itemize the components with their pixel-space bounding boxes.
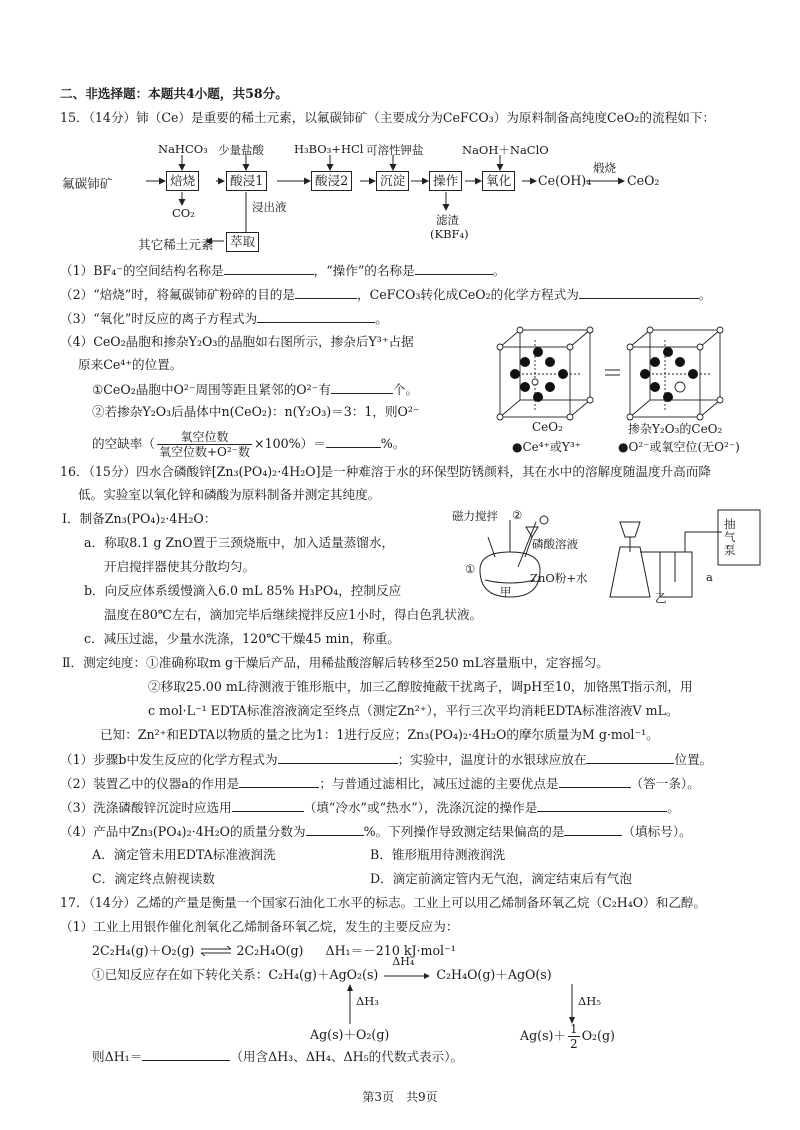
vacancy-fraction: $\frac{\text{氧空位数}}{\text{氧空位数+O²⁻数}}$ — [158, 430, 251, 459]
flow-byproduct-co2: CO₂ — [172, 206, 195, 220]
q16-step-b1: b．向反应体系缓慢滴入6.0 mL 85% H₃PO₄，控制反应 — [84, 583, 402, 598]
q16-option-c: C．滴定终点俯视读数 — [92, 871, 215, 886]
flow-start: 氟碳铈矿 — [62, 176, 113, 191]
q17-p1: （1）工业上用银作催化剂氧化乙烯制备环氧乙烷，发生的主要反应为： — [60, 919, 459, 934]
q16-step-c1: c．减压过滤，少量水洗涤，120℃干燥45 min，称重。 — [84, 631, 400, 646]
q16-step-a1: a．称取8.1 g ZnO置于三颈烧瓶中，加入适量蒸馏水， — [84, 535, 395, 550]
answer-blank — [142, 1048, 230, 1061]
q16-option-a: A．滴定管未用EDTA标准液润洗 — [92, 847, 276, 862]
label-a: a — [706, 570, 713, 584]
answer-blank — [564, 823, 622, 836]
label-jia: 甲 — [500, 585, 512, 599]
arrow-dh4: ΔH₄ — [382, 968, 432, 984]
label-magnetic-stirrer: 磁力搅拌 — [452, 509, 498, 523]
q15-p4a: （4）CeO₂晶胞和掺杂Y₂O₃的晶胞如右图所示，掺杂后Y³⁺占据 — [60, 334, 414, 349]
flow-step-extract: 萃取 — [226, 232, 259, 252]
q15-p4b: 原来Ce⁴⁺的位置。 — [78, 357, 183, 372]
q15-p4d: ②若掺杂Y₂O₃后晶体中n(CeO₂)：n(Y₂O₃)＝3：1，则O²⁻ — [92, 404, 420, 419]
q15-p4e: 的空缺率（ $\frac{\text{氧空位数}}{\text{氧空位数+O²⁻数}}$ ×100%）＝ %。 — [92, 430, 406, 459]
q15-p4c: ①CeO₂晶胞中O²⁻周围等距且紧邻的O²⁻有 个。 — [92, 382, 419, 397]
answer-blank — [239, 775, 319, 788]
q16-p1: （1）步骤b中发生反应的化学方程式为 ；实验中，温度计的水银球应放在 位置。 — [60, 752, 713, 767]
q15-p3: （3）“氧化”时反应的离子方程式为 。 — [60, 311, 388, 326]
open-circle-icon: ● — [512, 440, 523, 454]
answer-blank — [331, 381, 393, 394]
caption-doped: 掺杂Y₂O₃的CeO₂ — [628, 422, 723, 436]
flow-residue-formula: (KBF₄) — [430, 227, 469, 241]
q17-cycle-top: ①已知反应存在如下转化关系：C₂H₄(g)＋AgO₂(s) ΔH₄ C₂H₄O(g)＋AgO(s) — [92, 954, 552, 982]
flow-reagent-potassium: 可溶性钾盐 — [366, 143, 424, 157]
flow-step-leach1: 酸浸1 — [226, 171, 267, 191]
answer-blank — [586, 751, 674, 764]
equilibrium-arrow-icon — [199, 944, 233, 960]
q16-option-d: D．滴定前滴定管内无气泡，滴定结束后有气泡 — [370, 871, 632, 886]
flow-step-leach2: 酸浸2 — [311, 171, 352, 191]
label-2: ② — [512, 508, 523, 522]
label-dh3: ΔH₃ — [356, 994, 379, 1008]
q16-stem2: 低。实验室以氧化锌和磷酸为原料制备并测定其纯度。 — [78, 487, 381, 502]
legend-anion: ●O²⁻或氧空位(无O²⁻) — [618, 440, 740, 454]
flow-product-ceo2: CeO₂ — [627, 173, 660, 188]
q16-option-b: B．锥形瓶用待测液润洗 — [370, 847, 506, 862]
flow-residue: 滤渣 — [436, 213, 459, 227]
q17-equation: 2C₂H₄(g)＋O₂(g) 2C₂H₄O(g) ΔH₁＝－210 kJ·mol⁻¹ — [92, 943, 456, 958]
flow-calcine-label: 煅烧 — [593, 161, 616, 175]
flow-reagent-hcl: 少量盐酸 — [218, 143, 264, 157]
flow-step-precipitate: 沉淀 — [376, 171, 409, 191]
answer-blank — [326, 435, 381, 448]
flow-step-oxidize: 氧化 — [482, 171, 515, 191]
legend-cation: ●Ce⁴⁺或Y³⁺ — [512, 440, 581, 454]
label-zno: ZnO粉+水 — [530, 571, 588, 585]
answer-blank — [295, 286, 357, 299]
q16-p4: （4）产品中Zn₃(PO₄)₂·4H₂O的质量分数为 %。下列操作导致测定结果偏高的是 （填标号）。 — [60, 824, 692, 839]
flow-leach-liquid: 浸出液 — [252, 200, 287, 214]
flow-reagent-naoh: NaOH＋NaClO — [462, 143, 549, 157]
label-yi: 乙 — [655, 591, 667, 605]
flow-other-rare-earth: 其它稀土元素 — [138, 237, 214, 252]
answer-blank — [257, 310, 375, 323]
answer-blank — [224, 262, 314, 275]
q17-cycle-bottom-right: Ag(s)＋ $\frac{1}{2}$ O₂(g) — [520, 1022, 615, 1051]
q16-part1-title: Ⅰ．制备Zn₃(PO₄)₂·4H₂O： — [62, 511, 217, 526]
q17-cycle-bottom-left: Ag(s)＋O₂(g) — [310, 1027, 390, 1042]
q16-stem1: 16．（15分）四水合磷酸锌[Zn₃(PO₄)₂·4H₂O]是一种难溶于水的环保型防锈颜料，其在水中的溶解度随温度升高而降 — [60, 464, 711, 479]
q16-p3: （3）洗涤磷酸锌沉淀时应选用 （填“冷水”或“热水”），洗涤沉淀的操作是 。 — [60, 800, 680, 815]
q16-part2-3: c mol·L⁻¹ EDTA标准溶液滴定至终点（测定Zn²⁺），平行三次平均消耗EDTA标准溶液V mL。 — [148, 703, 679, 718]
section-title: 二、非选择题：本题共4小题，共58分。 — [60, 86, 288, 101]
q17-stem: 17．（14分）乙烯的产量是衡量一个国家石油化工水平的标志。工业上可以用乙烯制备环氧乙烷（C₂H₄O）和乙醇。 — [60, 895, 707, 910]
answer-blank — [415, 262, 493, 275]
page-footer: 第3页 共9页 — [362, 1090, 438, 1104]
q16-p2: （2）装置乙中的仪器a的作用是 ；与普通过滤相比，减压过滤的主要优点是 （答一条）。 — [60, 776, 700, 791]
caption-ceo2: CeO₂ — [532, 420, 563, 434]
q15-stem: 15．（14分）铈（Ce）是重要的稀土元素，以氟碳铈矿（主要成分为CeFCO₃）为原料制备高纯度CeO₂的流程如下： — [60, 110, 716, 125]
q16-step-a2: 开启搅拌器使其分散均匀。 — [104, 559, 256, 574]
q15-p2: （2）“焙烧”时，将氟碳铈矿粉碎的目的是 ，CeFCO₃转化成CeO₂的化学方程式为 。 — [60, 287, 712, 302]
flow-step-roast: 焙烧 — [166, 171, 199, 191]
q17-answer-line: 则ΔH₁＝ （用含ΔH₃、ΔH₄、ΔH₅的代数式表示）。 — [92, 1049, 464, 1064]
filled-circle-icon: ● — [618, 440, 629, 454]
flow-arrows — [0, 0, 800, 260]
answer-blank — [306, 823, 364, 836]
q16-known: 已知：Zn²⁺和EDTA以物质的量之比为1：1进行反应；Zn₃(PO₄)₂·4H₂O的摩尔质量为M g·mol⁻¹。 — [100, 727, 659, 742]
q16-step-b2: 温度在80℃左右，滴加完毕后继续搅拌反应1小时，得白色乳状液。 — [104, 607, 483, 622]
flow-reagent-nahco3: NaHCO₃ — [158, 142, 208, 156]
label-pump: 抽气泵 — [724, 517, 736, 557]
q15-p1: （1）BF₄⁻的空间结构名称是 ，“操作”的名称是 。 — [60, 263, 506, 278]
answer-blank — [579, 286, 699, 299]
flow-reagent-h3bo3: H₃BO₃+HCl — [294, 142, 364, 156]
label-1: ① — [465, 562, 476, 576]
answer-blank — [559, 775, 631, 788]
label-phosphoric: 磷酸溶液 — [532, 537, 578, 551]
q16-part2-2: ②移取25.00 mL待测液于锥形瓶中，加三乙醇胺掩蔽干扰离子，调pH至10，加铬黑T指示剂，用 — [148, 679, 693, 694]
label-dh5: ΔH₅ — [578, 994, 601, 1008]
flow-step-operation: 操作 — [429, 171, 462, 191]
answer-blank — [278, 751, 398, 764]
answer-blank — [232, 799, 304, 812]
flow-product-ceoh4: Ce(OH)₄ — [538, 173, 592, 188]
q16-part2-1: Ⅱ．测定纯度：①准确称取m g干燥后产品，用稀盐酸溶解后转移至250 mL容量瓶中，定容摇匀。 — [62, 655, 609, 670]
answer-blank — [537, 799, 667, 812]
